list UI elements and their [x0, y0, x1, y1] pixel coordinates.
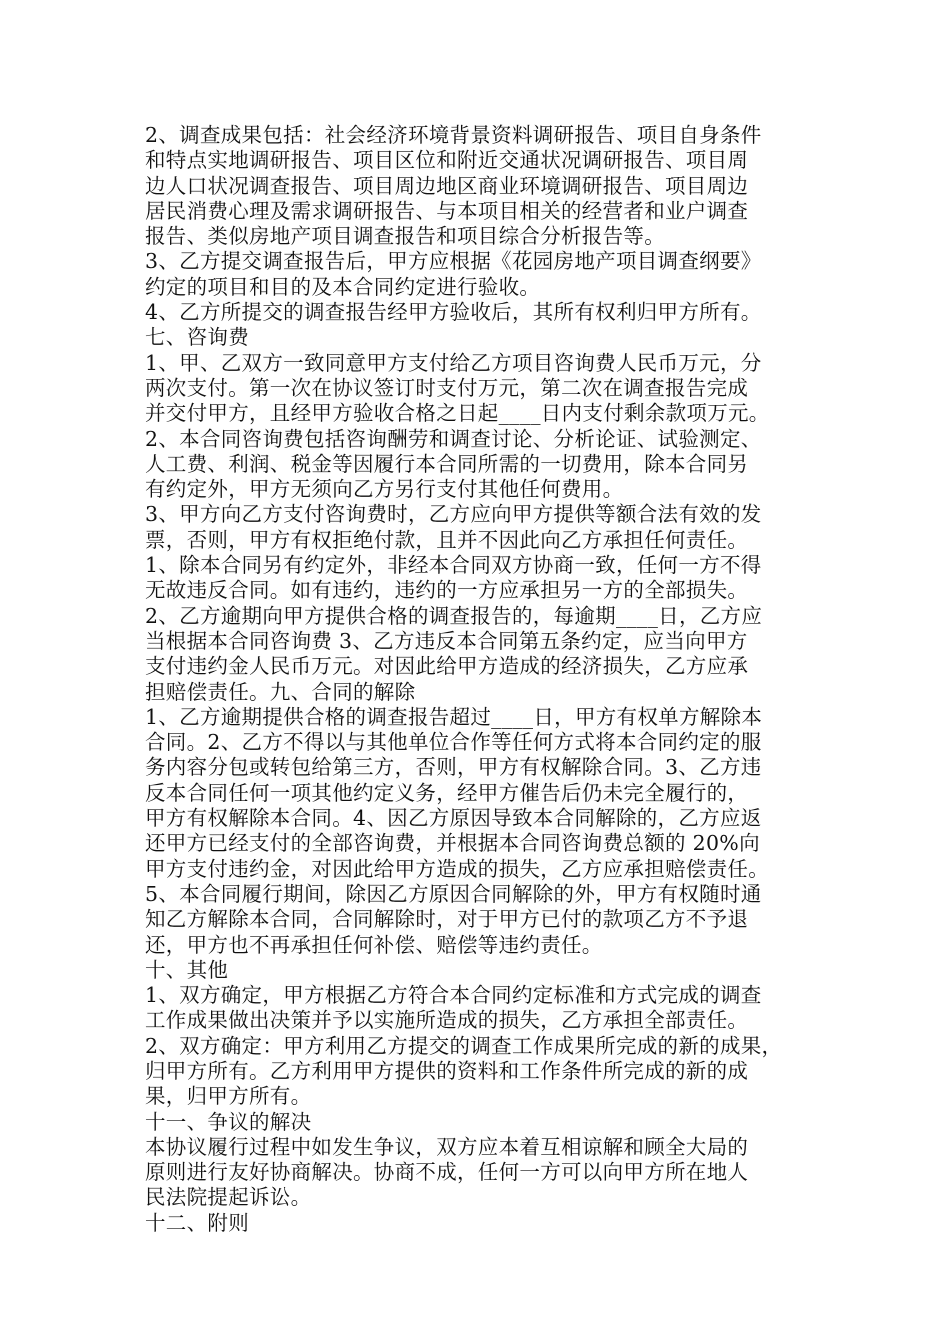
text-line: 归甲方所有。乙方利用甲方提供的资料和工作条件所完成的新的成	[145, 1058, 749, 1083]
text-line: 反本合同任何一项其他约定义务，经甲方催告后仍未完全履行的，	[145, 780, 749, 805]
text-line: 知乙方解除本合同，合同解除时，对于甲方已付的款项乙方不予退	[145, 907, 749, 932]
section-heading: 十一、争议的解决	[145, 1109, 312, 1134]
text-line: 合同。2、乙方不得以与其他单位合作等任何方式将本合同约定的服	[145, 730, 762, 755]
text-line: 工作成果做出决策并予以实施所造成的损失，乙方承担全部责任。	[145, 1008, 749, 1033]
section-heading: 七、咨询费	[145, 325, 249, 350]
text-line: 并交付甲方，且经甲方验收合格之日起____日内支付剩余款项万元。	[145, 401, 770, 426]
text-line: 还甲方已经支付的全部咨询费，并根据本合同咨询费总额的 20%向	[145, 831, 760, 856]
text-line: 2、乙方逾期向甲方提供合格的调查报告的，每逾期____日，乙方应	[145, 603, 763, 628]
text-line: 2、调查成果包括：社会经济环境背景资料调研报告、项目自身条件	[145, 123, 762, 147]
section-heading: 十二、附则	[145, 1210, 249, 1235]
text-line: 1、除本合同另有约定外，非经本合同双方协商一致，任何一方不得	[145, 553, 762, 578]
document-page	[145, 123, 813, 1236]
text-line: 本协议履行过程中如发生争议，双方应本着互相谅解和顾全大局的	[145, 1134, 749, 1159]
text-line: 3、甲方向乙方支付咨询费时，乙方应向甲方提供等额合法有效的发	[145, 502, 762, 527]
text-line: 民法院提起诉讼。	[145, 1185, 312, 1210]
text-line: 支付违约金人民币万元。对因此给甲方造成的经济损失，乙方应承	[145, 654, 749, 679]
text-line: 原则进行友好协商解决。协商不成，任何一方可以向甲方所在地人	[145, 1160, 749, 1185]
text-line: 2、本合同咨询费包括咨询酬劳和调查讨论、分析论证、试验测定、	[145, 426, 762, 451]
text-line: 1、乙方逾期提供合格的调查报告超过____日，甲方有权单方解除本	[145, 704, 763, 729]
text-line: 边人口状况调查报告、项目周边地区商业环境调研报告、项目周边	[145, 173, 749, 198]
text-line: 担赔偿责任。九、合同的解除	[145, 679, 416, 704]
text-line: 人工费、利润、税金等因履行本合同所需的一切费用，除本合同另	[145, 451, 749, 476]
text-line: 票，否则，甲方有权拒绝付款，且并不因此向乙方承担任何责任。	[145, 527, 749, 552]
text-line: 甲方支付违约金，对因此给甲方造成的损失，乙方应承担赔偿责任。	[145, 856, 769, 881]
text-line: 和特点实地调研报告、项目区位和附近交通状况调研报告、项目周	[145, 148, 749, 173]
text-line: 果，归甲方所有。	[145, 1084, 312, 1109]
text-line: 4、乙方所提交的调查报告经甲方验收后，其所有权利归甲方所有。	[145, 300, 762, 325]
text-line: 有约定外，甲方无须向乙方另行支付其他任何费用。	[145, 477, 624, 502]
text-line: 5、本合同履行期间，除因乙方原因合同解除的外，甲方有权随时通	[145, 881, 762, 906]
text-line: 报告、类似房地产项目调查报告和项目综合分析报告等。	[145, 224, 665, 249]
text-line: 约定的项目和目的及本合同约定进行验收。	[145, 274, 541, 299]
text-line: 甲方有权解除本合同。4、因乙方原因导致本合同解除的，乙方应返	[145, 806, 762, 831]
text-line: 两次支付。第一次在协议签订时支付万元，第二次在调查报告完成	[145, 375, 749, 400]
text-line: 当根据本合同咨询费 3、乙方违反本合同第五条约定，应当向甲方	[145, 628, 748, 653]
text-line: 3、乙方提交调查报告后，甲方应根据《花园房地产项目调查纲要》	[145, 249, 762, 274]
text-line: 1、双方确定，甲方根据乙方符合本合同约定标准和方式完成的调查	[145, 983, 762, 1008]
text-line: 无故违反合同。如有违约，违约的一方应承担另一方的全部损失。	[145, 578, 749, 603]
text-line: 2、双方确定：甲方利用乙方提交的调查工作成果所完成的新的成果，	[145, 1033, 783, 1058]
text-line: 居民消费心理及需求调研报告、与本项目相关的经营者和业户调查	[145, 198, 749, 223]
text-line: 务内容分包或转包给第三方，否则，甲方有权解除合同。3、乙方违	[145, 755, 762, 780]
text-line: 还，甲方也不再承担任何补偿、赔偿等违约责任。	[145, 932, 603, 957]
text-line: 1、甲、乙双方一致同意甲方支付给乙方项目咨询费人民币万元，分	[145, 350, 762, 375]
section-heading: 十、其他	[145, 957, 229, 982]
